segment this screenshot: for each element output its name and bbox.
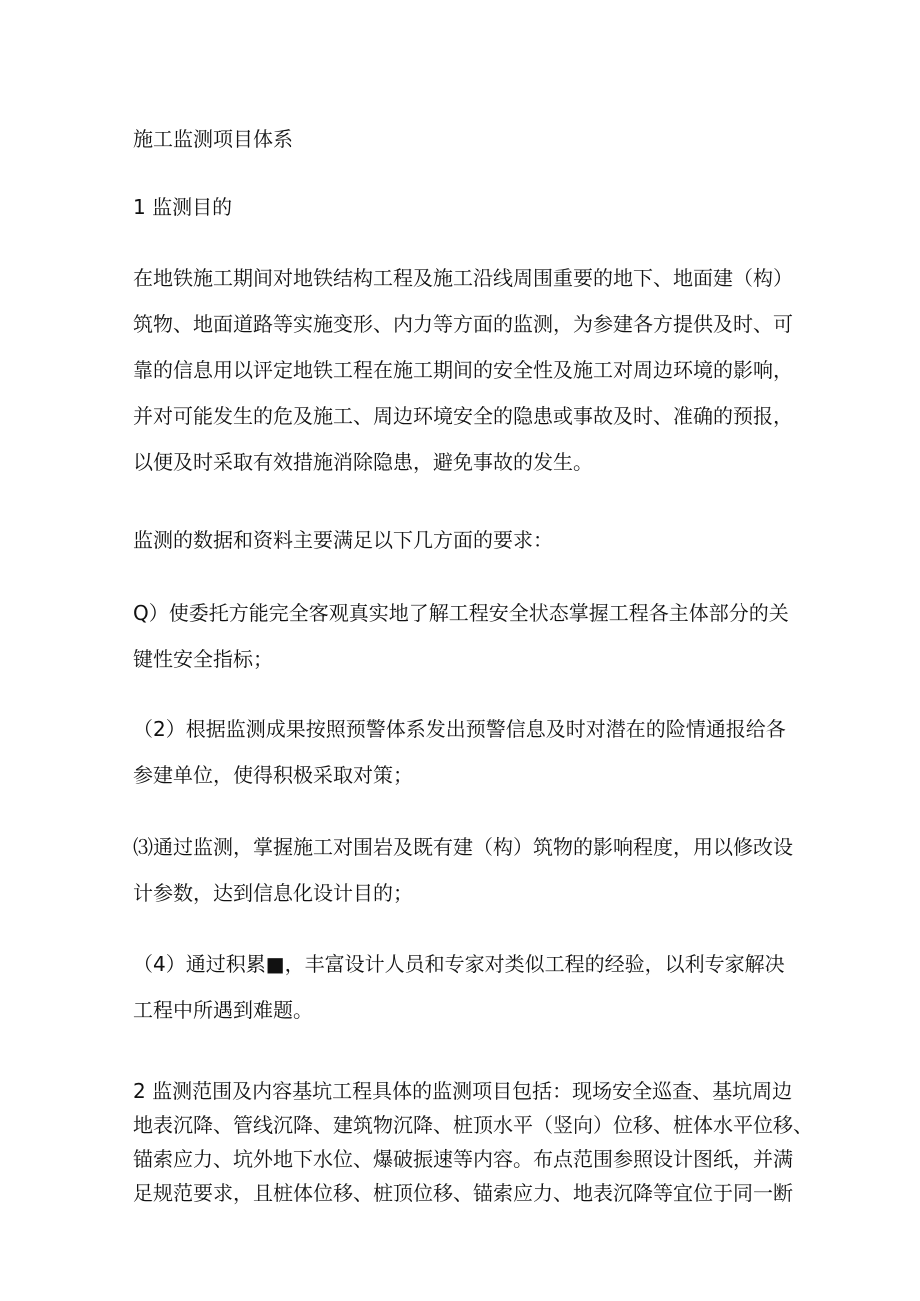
item-line: Q）使委托方能完全客观真实地了解工程安全状态掌握工程各主体部分的关 <box>133 601 789 625</box>
item-line: 参建单位，使得积极采取对策； <box>133 763 413 787</box>
paragraph-line: 2 监测范围及内容基坑工程具体的监测项目包括：现场安全巡查、基坑周边 <box>133 1079 793 1103</box>
requirement-item-1 <box>133 590 813 682</box>
item-line: 键性安全指标； <box>133 647 273 671</box>
purpose-paragraph <box>133 255 813 485</box>
item-line: （4）通过积累■，丰富设计人员和专家对类似工程的经验，以利专家解决 <box>133 952 785 976</box>
paragraph-line: 足规范要求，且桩体位移、桩顶位移、锚索应力、地表沉降等宜位于同一断 <box>133 1181 793 1205</box>
item-line: 工程中所遇到难题。 <box>133 998 313 1022</box>
requirement-item-4 <box>133 941 813 1033</box>
paragraph-line: 靠的信息用以评定地铁工程在施工期间的安全性及施工对周边环境的影响， <box>133 358 793 382</box>
paragraph-line: 在地铁施工期间对地铁结构工程及施工沿线周围重要的地下、地面建（构） <box>133 266 793 290</box>
requirements-intro: 监测的数据和资料主要满足以下几方面的要求： <box>133 528 553 552</box>
paragraph-line: 以便及时采取有效措施消除隐患，避免事故的发生。 <box>133 450 593 474</box>
paragraph-line: 并对可能发生的危及施工、周边环境安全的隐患或事故及时、准确的预报， <box>133 404 793 428</box>
paragraph-line: 地表沉降、管线沉降、建筑物沉降、桩顶水平（竖向）位移、桩体水平位移、 <box>133 1113 813 1137</box>
paragraph-line: 筑物、地面道路等实施变形、内力等方面的监测，为参建各方提供及时、可 <box>133 312 793 336</box>
section-2-paragraph <box>133 1074 813 1210</box>
item-line: ⑶通过监测，掌握施工对围岩及既有建（构）筑物的影响程度，用以修改设 <box>133 835 793 859</box>
requirement-item-2 <box>133 706 813 798</box>
requirement-item-3 <box>133 824 813 916</box>
section-1-heading: 1 监测目的 <box>133 195 233 219</box>
paragraph-line: 锚索应力、坑外地下水位、爆破振速等内容。布点范围参照设计图纸，并满 <box>133 1147 793 1171</box>
item-line: （2）根据监测成果按照预警体系发出预警信息及时对潜在的险情通报给各 <box>133 717 786 741</box>
item-line: 计参数，达到信息化设计目的； <box>133 881 413 905</box>
document-title: 施工监测项目体系 <box>133 127 293 151</box>
